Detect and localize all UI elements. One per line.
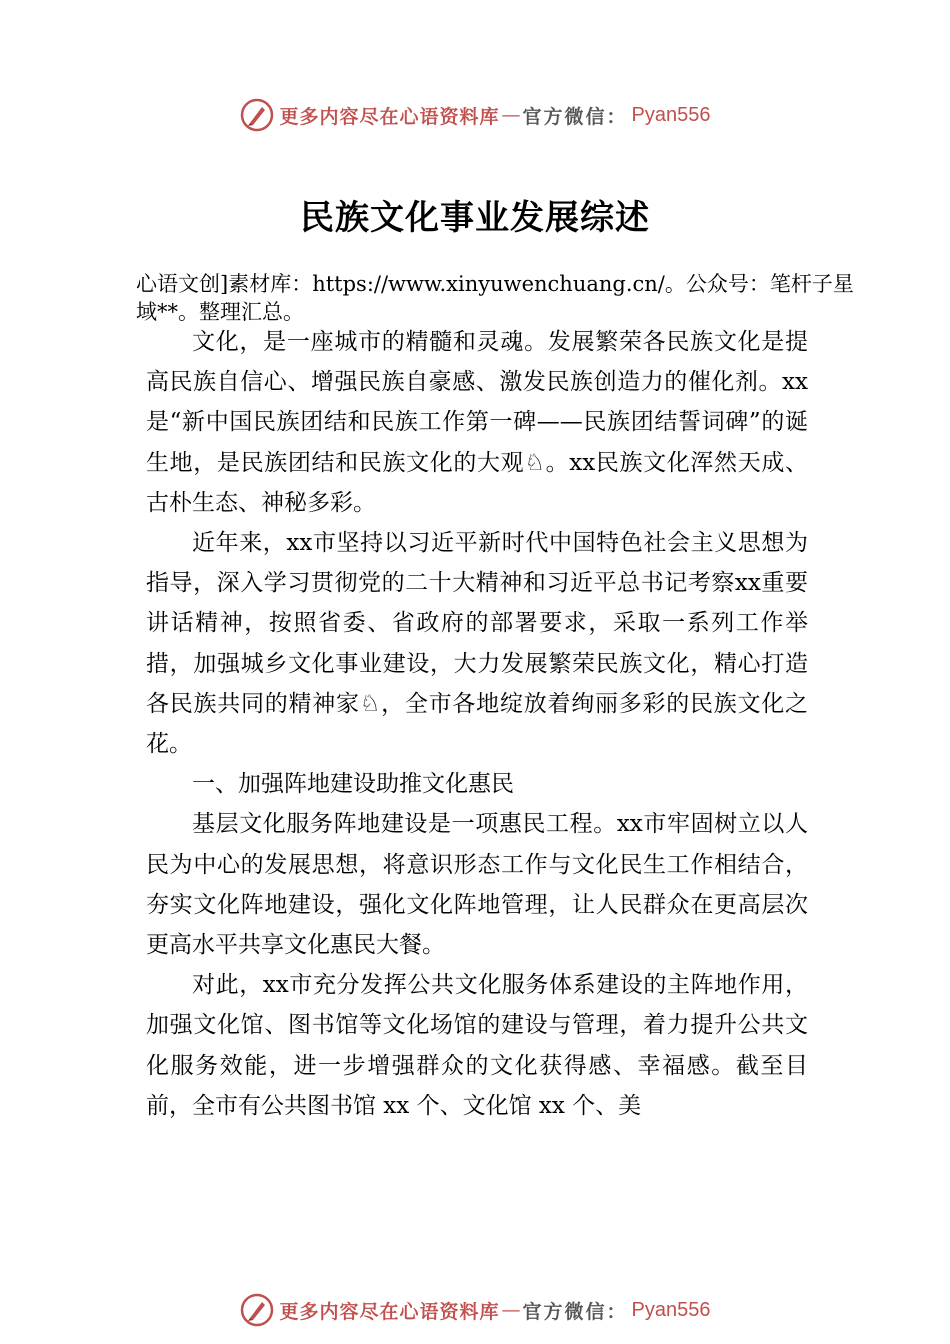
- document-title: 民族文化事业发展综述: [300, 198, 650, 238]
- section-heading: 一、加强阵地建设助推文化惠民: [192, 771, 514, 798]
- watermark-dash: —: [501, 104, 521, 126]
- watermark-banner-bottom: [0, 1290, 950, 1330]
- watermark-dash: —: [501, 1299, 521, 1321]
- source-line: 心语文创]素材库：https://www.xinyuwenchuang.cn/。公众号：笔杆子星域**。整理汇总。: [136, 272, 854, 324]
- paragraph: 基层文化服务阵地建设是一项惠民工程。xx市牢固树立以人民为中心的发展思想，将意识形态工作与文化民生工作相结合，夯实文化阵地建设，强化文化阵地管理，让人民群众在更高层次更高水平共享文化惠民大餐。: [146, 811, 808, 959]
- watermark-wechat-id: Pyan556: [631, 1298, 711, 1321]
- pen-logo-icon: [240, 98, 274, 132]
- watermark-slogan: 更多内容尽在心语资料库: [279, 1300, 500, 1323]
- watermark-label: 官方微信：: [522, 1300, 628, 1323]
- document-body: [146, 322, 808, 1126]
- paragraph: 近年来，xx市坚持以习近平新时代中国特色社会主义思想为指导，深入学习贯彻党的二十大精神和习近平总书记考察xx重要讲话精神，按照省委、省政府的部署要求，采取一系列工作举措，加强城乡文化事业建设，大力发展繁荣民族文化，精心打造各民族共同的精神家♘，全市各地绽放着绚丽多彩的民族文化之花。: [146, 530, 808, 758]
- paragraph: 文化，是一座城市的精髓和灵魂。发展繁荣各民族文化是提高民族自信心、增强民族自豪感、激发民族创造力的催化剂。xx是“新中国民族团结和民族工作第一碑——民族团结誓词碑”的诞生地，是民族团结和民族文化的大观♘。xx民族文化浑然天成、古朴生态、神秘多彩。: [146, 329, 808, 516]
- watermark-label: 官方微信：: [522, 105, 628, 128]
- watermark-wechat-id: Pyan556: [631, 103, 711, 126]
- watermark-slogan: 更多内容尽在心语资料库: [279, 105, 500, 128]
- watermark-banner-top: [0, 95, 950, 135]
- paragraph: 对此，xx市充分发挥公共文化服务体系建设的主阵地作用，加强文化馆、图书馆等文化场馆的建设与管理，着力提升公共文化服务效能，进一步增强群众的文化获得感、幸福感。截至目前，全市有公共图书馆 xx 个、文化馆 xx 个、美: [146, 972, 808, 1119]
- pen-logo-icon: [240, 1293, 274, 1327]
